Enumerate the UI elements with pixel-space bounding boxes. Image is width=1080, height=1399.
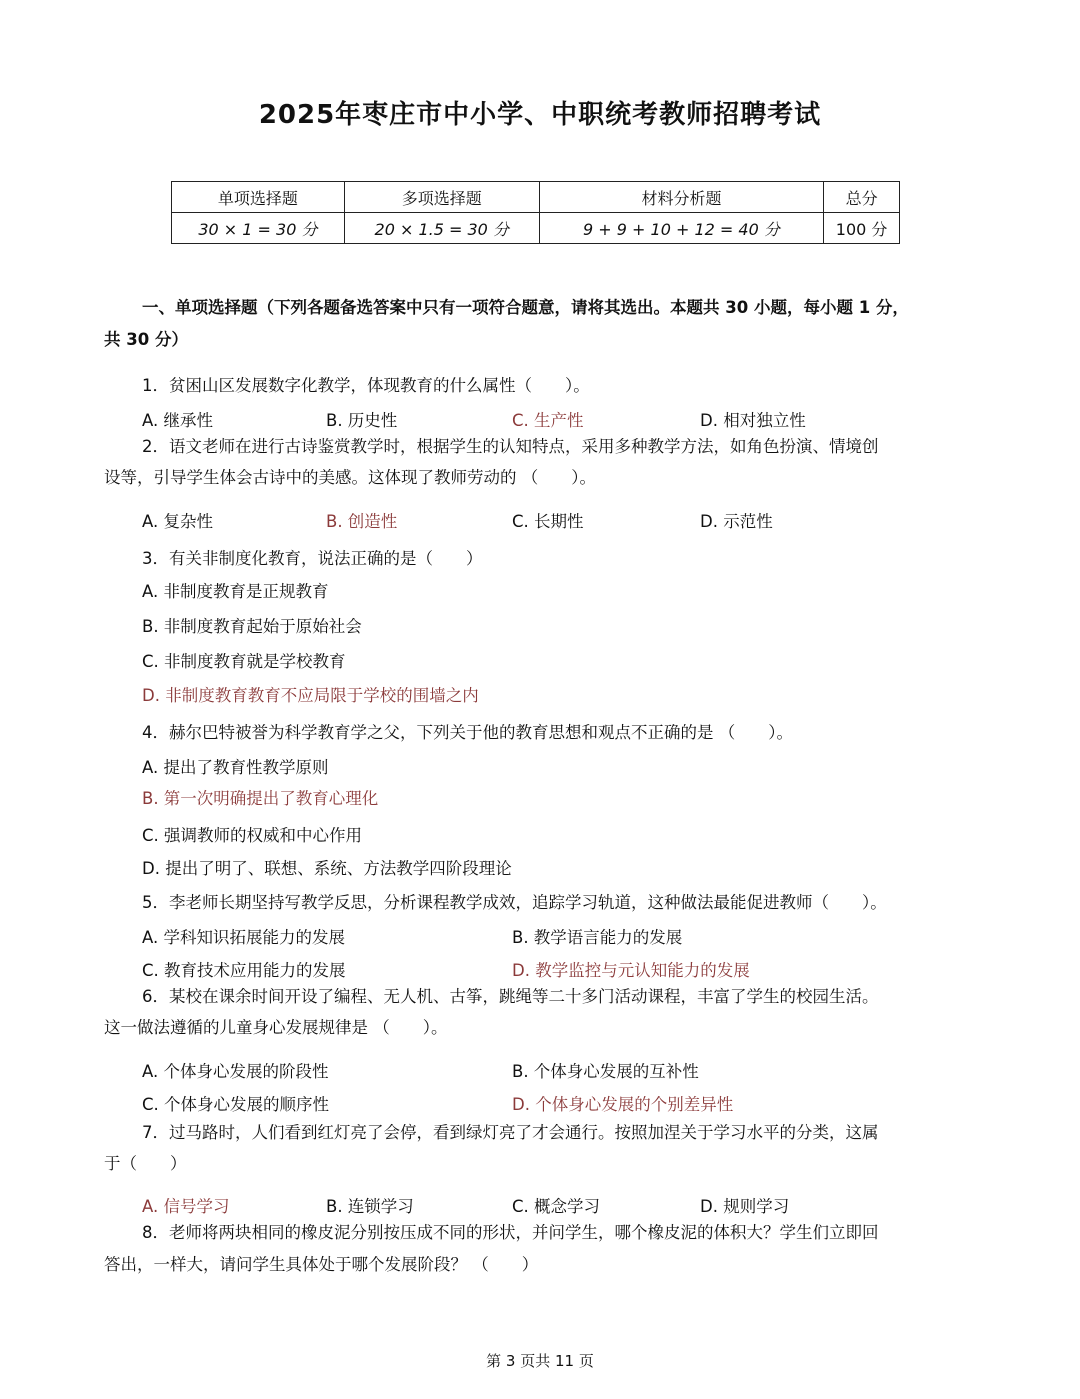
question-3-stem: 3．有关非制度化教育，说法正确的是（ ）	[142, 549, 483, 568]
question-7-option-b: B. 连锁学习	[326, 1197, 414, 1216]
question-4-stem: 4．赫尔巴特被誉为科学教育学之父，下列关于他的教育思想和观点不正确的是 （ ）。	[142, 723, 793, 742]
table-header: 总分	[824, 182, 900, 213]
question-2-option-c: C. 长期性	[512, 512, 584, 531]
question-1-option-b: B. 历史性	[326, 411, 398, 430]
question-1-option-d: D. 相对独立性	[700, 411, 806, 430]
table-cell: 9 + 9 + 10 + 12 = 40 分	[539, 213, 824, 244]
question-5-option-a: A. 学科知识拓展能力的发展	[142, 928, 345, 947]
page-title: 2025年枣庄市中小学、中职统考教师招聘考试	[258, 100, 822, 130]
question-6-option-a: A. 个体身心发展的阶段性	[142, 1062, 329, 1081]
question-8-stem-cont: 答出，一样大，请问学生具体处于哪个发展阶段？ （ ）	[104, 1255, 539, 1274]
score-table-header-row	[172, 182, 900, 213]
section-heading-line2: 共 30 分）	[104, 330, 188, 349]
question-6-option-d: D. 个体身心发展的个别差异性	[512, 1095, 734, 1114]
question-5-option-c: C. 教育技术应用能力的发展	[142, 961, 346, 980]
table-cell: 20 × 1.5 = 30 分	[344, 213, 539, 244]
question-2-option-a: A. 复杂性	[142, 512, 213, 531]
question-7-option-d: D. 规则学习	[700, 1197, 790, 1216]
question-3-option-a: A. 非制度教育是正规教育	[142, 582, 329, 601]
section-heading-line1: 一、单项选择题（下列各题备选答案中只有一项符合题意，请将其选出。本题共 30 小题，每小题 1 分，	[142, 298, 909, 317]
question-5-option-b: B. 教学语言能力的发展	[512, 928, 683, 947]
question-3-option-b: B. 非制度教育起始于原始社会	[142, 617, 362, 636]
question-1-option-a: A. 继承性	[142, 411, 213, 430]
question-2-stem-cont: 设等，引导学生体会古诗中的美感。这体现了教师劳动的 （ ）。	[104, 468, 596, 487]
question-7-option-c: C. 概念学习	[512, 1197, 601, 1216]
question-7-stem-cont: 于（ ）	[104, 1154, 187, 1173]
table-header: 材料分析题	[539, 182, 824, 213]
score-table-value-row	[172, 213, 900, 244]
question-7-stem: 7．过马路时，人们看到红灯亮了会停，看到绿灯亮了才会通行。按照加涅关于学习水平的分类，这属	[142, 1123, 879, 1142]
score-table	[171, 181, 900, 244]
page-footer: 第 3 页共 11 页	[486, 1352, 594, 1370]
question-2-option-b: B. 创造性	[326, 512, 398, 531]
question-3-option-c: C. 非制度教育就是学校教育	[142, 652, 346, 671]
question-4-option-b: B. 第一次明确提出了教育心理化	[142, 789, 379, 808]
question-1-stem: 1．贫困山区发展数字化教学，体现教育的什么属性（ ）。	[142, 376, 590, 395]
question-4-option-d: D. 提出了明了、联想、系统、方法教学四阶段理论	[142, 859, 512, 878]
question-7-option-a: A. 信号学习	[142, 1197, 230, 1216]
question-6-option-c: C. 个体身心发展的顺序性	[142, 1095, 330, 1114]
question-4-option-c: C. 强调教师的权威和中心作用	[142, 826, 363, 845]
question-5-option-d: D. 教学监控与元认知能力的发展	[512, 961, 750, 980]
table-cell: 30 × 1 = 30 分	[172, 213, 345, 244]
question-3-option-d: D. 非制度教育教育不应局限于学校的围墙之内	[142, 686, 479, 705]
question-6-stem: 6．某校在课余时间开设了编程、无人机、古筝，跳绳等二十多门活动课程，丰富了学生的校园生活。	[142, 987, 879, 1006]
question-2-option-d: D. 示范性	[700, 512, 773, 531]
question-1-option-c: C. 生产性	[512, 411, 584, 430]
question-5-stem: 5．李老师长期坚持写教学反思，分析课程教学成效，追踪学习轨道，这种做法最能促进教师（ ）。	[142, 893, 887, 912]
table-header: 多项选择题	[344, 182, 539, 213]
question-6-stem-cont: 这一做法遵循的儿童身心发展规律是 （ ）。	[104, 1018, 448, 1037]
question-2-stem: 2．语文老师在进行古诗鉴赏教学时，根据学生的认知特点，采用多种教学方法，如角色扮演、情境创	[142, 437, 879, 456]
table-header: 单项选择题	[172, 182, 345, 213]
question-8-stem: 8．老师将两块相同的橡皮泥分别按压成不同的形状，并问学生，哪个橡皮泥的体积大？学生们立即回	[142, 1223, 879, 1242]
question-4-option-a: A. 提出了教育性教学原则	[142, 758, 329, 777]
table-cell: 100 分	[824, 213, 900, 244]
question-6-option-b: B. 个体身心发展的互补性	[512, 1062, 699, 1081]
